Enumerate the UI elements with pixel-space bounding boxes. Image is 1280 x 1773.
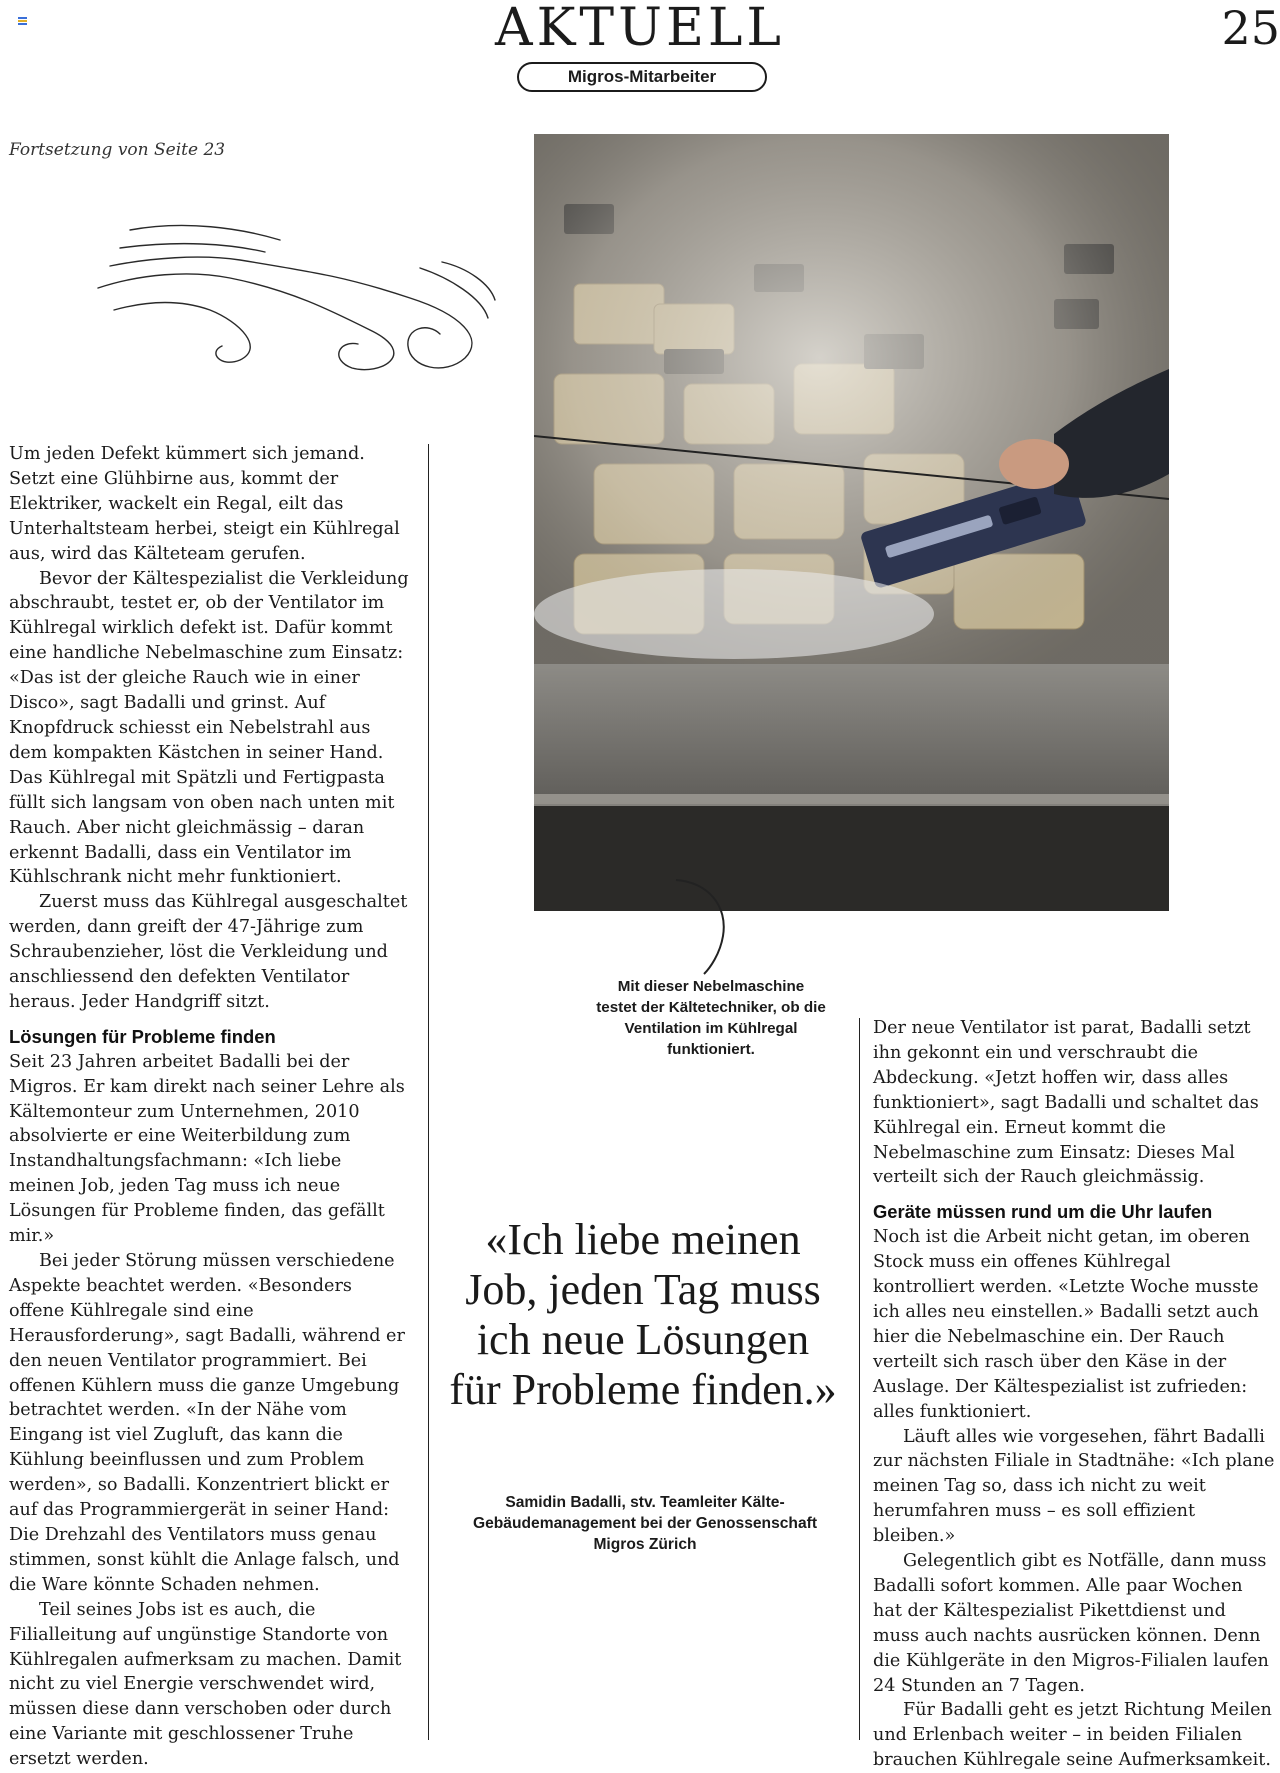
menu-icon-bar (18, 20, 27, 22)
paragraph: Bei jeder Störung müssen verschiedene Aspekte beachtet werden. «Besonders offene Kühlregale sind eine Herausforderung», sagt Badalli, während er den neuen Ventilator programmiert. Bei offenen Kühlern muss die ganze Umgebung betrachtet werden. «In der Nähe vom Eingang ist viel Zugluft, das kann die Kühlung beeinflussen und zum Problem werden», so Badalli. Konzentriert blickt er auf das Programmiergerät in seiner Hand: Die Drehzahl des Ventilators muss genau stimmen, sonst kühlt die Anlage falsch, und die Ware könnte Schaden nehmen. (9, 1251, 405, 1595)
paragraph: Gelegentlich gibt es Notfälle, dann muss Badalli sofort kommen. Alle paar Wochen hat der Kältespezialist Pikettdienst und muss auch nachts ausrücken können. Denn die Kühlgeräte in den Migros-Filialen laufen 24 Stunden an 7 Tagen. (873, 1551, 1269, 1696)
photo-caption: Mit dieser Nebelmaschine testet der Kältetechniker, ob die Ventilation im Kühlregal funktioniert. (596, 978, 826, 1058)
paragraph: Zuerst muss das Kühlregal ausgeschaltet werden, dann greift der 47-Jährige zum Schraubenzieher, löst die Verkleidung und anschliessend den defekten Ventilator heraus. Jeder Handgriff sitzt. (9, 892, 408, 1012)
subheading: Geräte müssen rund um die Uhr laufen (873, 1201, 1213, 1223)
paragraph: Läuft alles wie vorgesehen, fährt Badalli zur nächsten Filiale in Stadtnähe: «Ich plane meinen Tag so, dass ich nicht zu weit herumfahren muss – es soll effizient bleiben.» (873, 1426, 1275, 1547)
paragraph: Der neue Ventilator ist parat, Badalli setzt ihn gekonnt ein und verschraubt die Abdeckung. «Jetzt hoffen wir, dass alles funktioniert», sagt Badalli und schaltet das Kühlregal ein. Erneut kommt die Nebelmaschine zum Einsatz: Dieses Mal verteilt sich der Rauch gleichmässig. (873, 1018, 1259, 1188)
column-divider (859, 1018, 860, 1740)
column-divider (428, 444, 429, 1740)
paragraph: Um jeden Defekt kümmert sich jemand. Setzt eine Glühbirne aus, kommt der Elektriker, wackelt ein Regal, eilt das Unterhaltsteam herbei, steigt ein Kühlregal aus, wird das Kälteteam gerufen. (9, 444, 400, 564)
menu-icon[interactable] (18, 17, 27, 26)
section-title: AKTUELL (495, 0, 785, 58)
menu-icon-bar (18, 23, 27, 25)
fog-machine-cheese-display-photo (534, 134, 1169, 911)
caption-pointer-line (668, 876, 738, 976)
menu-icon-bar (18, 17, 27, 19)
article-photo (534, 134, 1169, 911)
continuation-note: Fortsetzung von Seite 23 (9, 140, 226, 160)
paragraph: Teil seines Jobs ist es auch, die Filialleitung auf ungünstige Standorte von Kühlregalen aufmerksam zu machen. Damit nicht zu viel Energie verschwendet wird, müssen diese dann verschoben oder durch eine Variante mit geschlossener Truhe ersetzt werden. (9, 1599, 402, 1770)
paragraph: Noch ist die Arbeit nicht getan, im oberen Stock muss ein offenes Kühlregal kontrolliert werden. «Letzte Woche musste ich alles neu einstellen.» Badalli setzt auch hier die Nebelmaschine ein. Der Rauch verteilt sich rasch über den Käse in der Auslage. Der Kältespezialist ist zufrieden: alles funktioniert. (873, 1227, 1259, 1422)
article-left-column (9, 442, 409, 1772)
paragraph: Seit 23 Jahren arbeitet Badalli bei der Migros. Er kam direkt nach seiner Lehre als Kältemonteur zum Unternehmen, 2010 absolvierte er eine Weiterbildung zum Instandhaltungsfachmann: «Ich liebe meinen Job, jeden Tag muss ich neue Lösungen für Probleme finden, das gefällt mir.» (9, 1051, 405, 1247)
pull-quote-attribution: Samidin Badalli, stv. Teamleiter Kälte-Gebäudemanagement bei der Genossenschaft Migros Zürich (472, 1494, 818, 1553)
pull-quote: «Ich liebe meinen Job, jeden Tag muss ich neue Lösungen für Probleme finden.» (449, 1215, 837, 1414)
paragraph: Für Badalli geht es jetzt Richtung Meilen und Erlenbach weiter – in beiden Filialen brauchen Kühlregale seine Aufmerksamkeit. (873, 1700, 1272, 1771)
wind-swirl-illustration (90, 218, 500, 378)
paragraph: Bevor der Kältespezialist die Verkleidung abschraubt, testet er, ob der Ventilator im Kühlregal wirklich defekt ist. Dafür kommt eine handliche Nebelmaschine zum Einsatz: «Das ist der gleiche Rauch wie in einer Disco», sagt Badalli und grinst. Auf Knopfdruck schiesst ein Nebelstrahl aus dem kompakten Kästchen in seiner Hand. Das Kühlregal mit Spätzli und Fertigpasta füllt sich langsam von oben nach unten mit Rauch. Aber nicht gleichmässig – daran erkennt Badalli, dass ein Ventilator im Kühlschrank nicht mehr funktioniert. (9, 568, 409, 888)
subheading: Lösungen für Probleme finden (9, 1025, 276, 1047)
section-tag: Migros-Mitarbeiter (517, 62, 767, 92)
page-number: 25 (1221, 1, 1280, 55)
article-right-column (873, 1016, 1277, 1773)
